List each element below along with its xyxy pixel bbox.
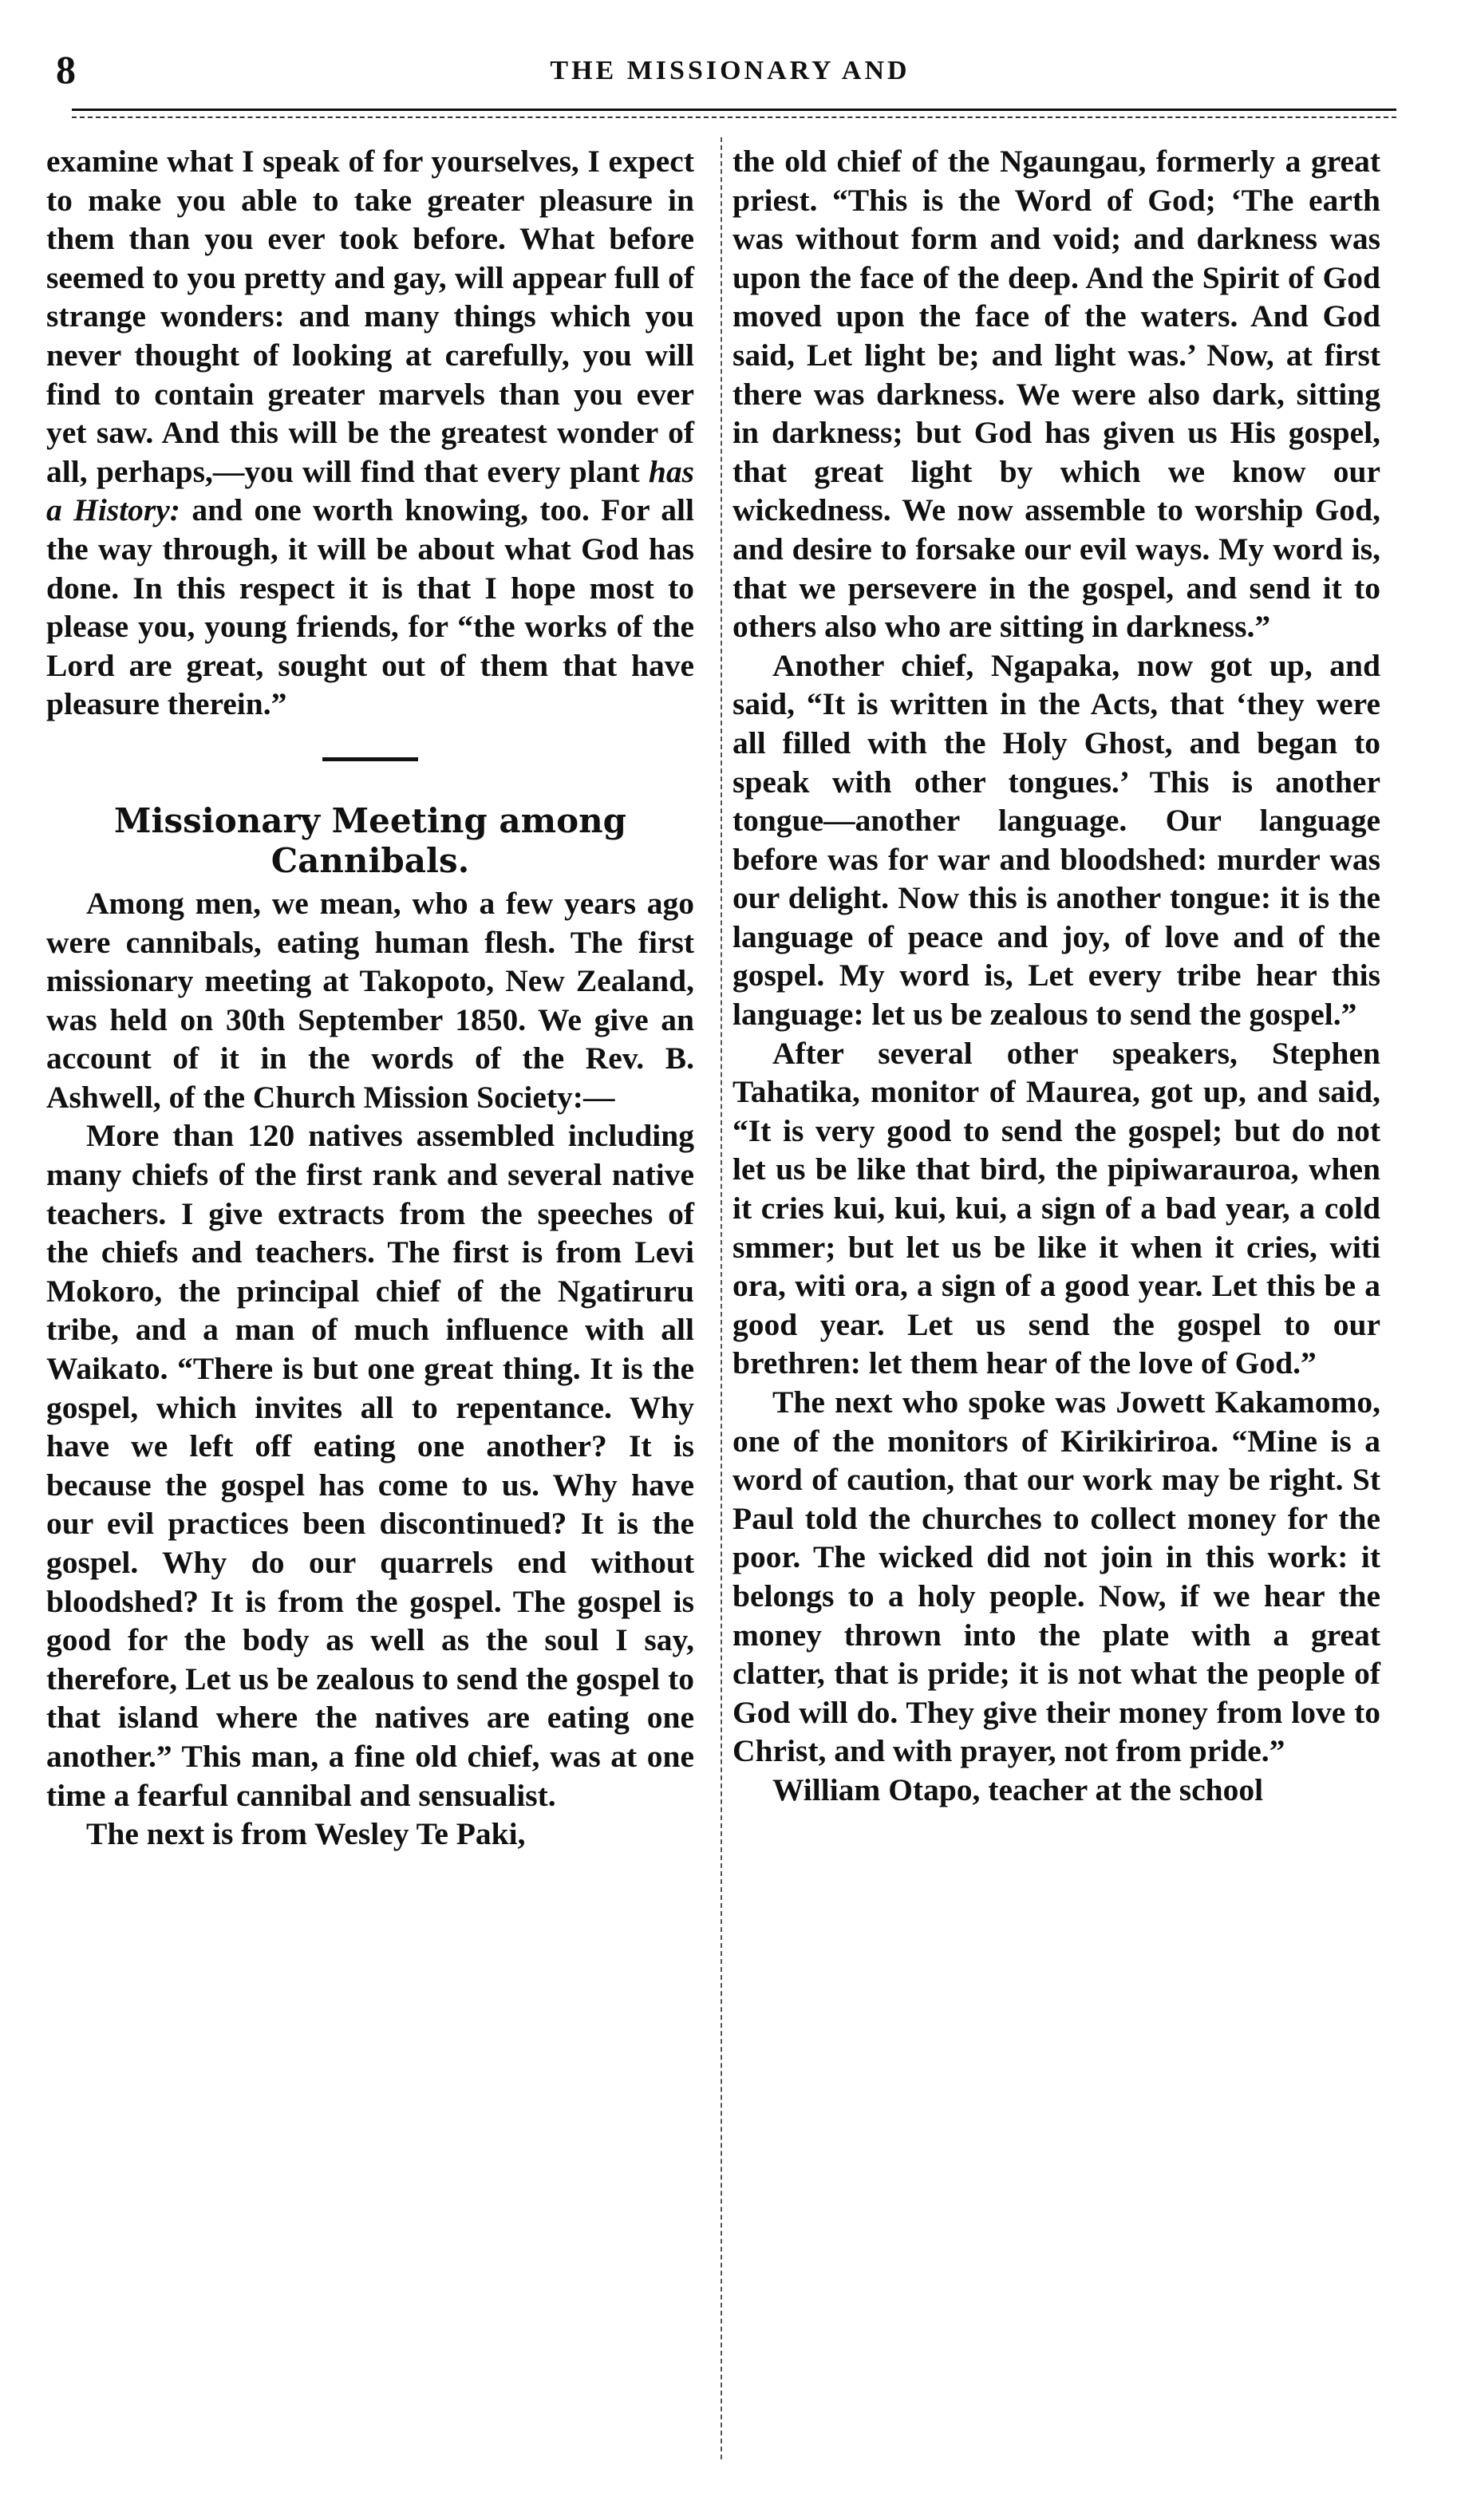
section-divider — [322, 757, 418, 761]
column-divider — [721, 137, 722, 2459]
left-column — [46, 142, 694, 1854]
paragraph: the old chief of the Ngaungau, formerly a great priest. “This is the Word of God; ‘The earth was without form and void; and darkness was upon the face of the deep. And the Spirit of God moved upon the face of the waters. And God said, Let light be; and light was.’ Now, at first there was darkness. We were also dark, sitting in darkness; but God has given us His gospel, that great light by which we know our wickedness. We now assemble to worship God, and desire to forsake our evil ways. My word is, that we persevere in the gospel, and send it to others also who are sitting in darkness.” — [732, 144, 1380, 645]
paragraph: William Otapo, teacher at the school — [772, 1772, 1264, 1807]
running-title: THE MISSIONARY AND — [550, 56, 910, 85]
emphasis-text: has a History: — [46, 453, 694, 528]
paragraph-text: and one worth knowing, too. For all the way through, it will be about what God has done. In this respect it is that I hope most to please you, young friends, for “the works of the Lord are great, sought out of them that have pleasure therein.” — [46, 492, 695, 722]
page-number: 8 — [56, 47, 76, 92]
section-title: Missionary Meeting among Cannibals. — [114, 800, 626, 880]
header-rule — [72, 109, 1396, 111]
paragraph: Among men, we mean, who a few years ago were cannibals, eating human flesh. The first missionary meeting at Takopoto, New Zealand, was held on 30th September 1850. We give an account of it in the words of the Rev. B. Ashwell, of the Church Mission Society:— — [46, 885, 694, 1115]
paragraph-text: examine what I speak of for yourselves, I expect to make you able to take greater pleasure in them than you ever took before. What before seemed to you pretty and gay, will appear full of strange wonders: and many things which you never thought of looking at carefully, you will find to contain greater marvels than you ever yet saw. And this will be the greatest wonder of all, perhaps,—you will find that every plant — [46, 144, 694, 489]
paragraph: After several other speakers, Stephen Tahatika, monitor of Maurea, got up, and said, “It is very good to send the gospel; but do not let us be like that bird, the pipiwarauroa, when it cries kui, kui, kui, a sign of a bad year, a cold smmer; but let us be like it when it cries, witi ora, witi ora, a sign of a good year. Let this be a good year. Let us send the gospel to our brethren: let them hear of the love of God.” — [732, 1035, 1380, 1381]
paragraph: The next is from Wesley Te Paki, — [86, 1816, 526, 1852]
page-header — [56, 46, 1404, 102]
paragraph: More than 120 natives assembled including many chiefs of the first rank and several native teachers. I give extracts from the speeches of the chiefs and teachers. The first is from Levi Mokoro, the principal chief of the Ngatiruru tribe, and a man of much influence with all Waikato. “There is but one great thing. It is the gospel, which invites all to repentance. Why have we left off eating one another? It is because the gospel has come to us. Why have our evil practices been discontinued? It is the gospel. Why do our quarrels end without bloodshed? It is from the gospel. The gospel is good for the body as well as the soul I say, therefore, Let us be zealous to send the gospel to that island where the natives are eating one another.” This man, a fine old chief, was at one time a fearful cannibal and sensualist. — [46, 1118, 694, 1813]
paragraph: Another chief, Ngapaka, now got up, and said, “It is written in the Acts, that ‘they were all filled with the Holy Ghost, and began to speak with other tongues.’ This is another tongue—another language. Our language before was for war and bloodshed: murder was our delight. Now this is another tongue: it is the language of peace and joy, of love and of the gospel. My word is, Let every tribe hear this language: let us be zealous to send the gospel.” — [732, 647, 1380, 1033]
paragraph — [46, 142, 694, 724]
paragraph: The next who spoke was Jowett Kakamomo, one of the monitors of Kirikiriroa. “Mine is a word of caution, that our work may be right. St Paul told the churches to collect money for the poor. The wicked did not join in this work: it belongs to a holy people. Now, if we hear the money thrown into the plate with a great clatter, that is pride; it is not what the people of God will do. They give their money from love to Christ, and with prayer, not from pride.” — [732, 1384, 1380, 1769]
right-column — [732, 142, 1380, 1810]
header-rule-dashed — [72, 117, 1396, 118]
